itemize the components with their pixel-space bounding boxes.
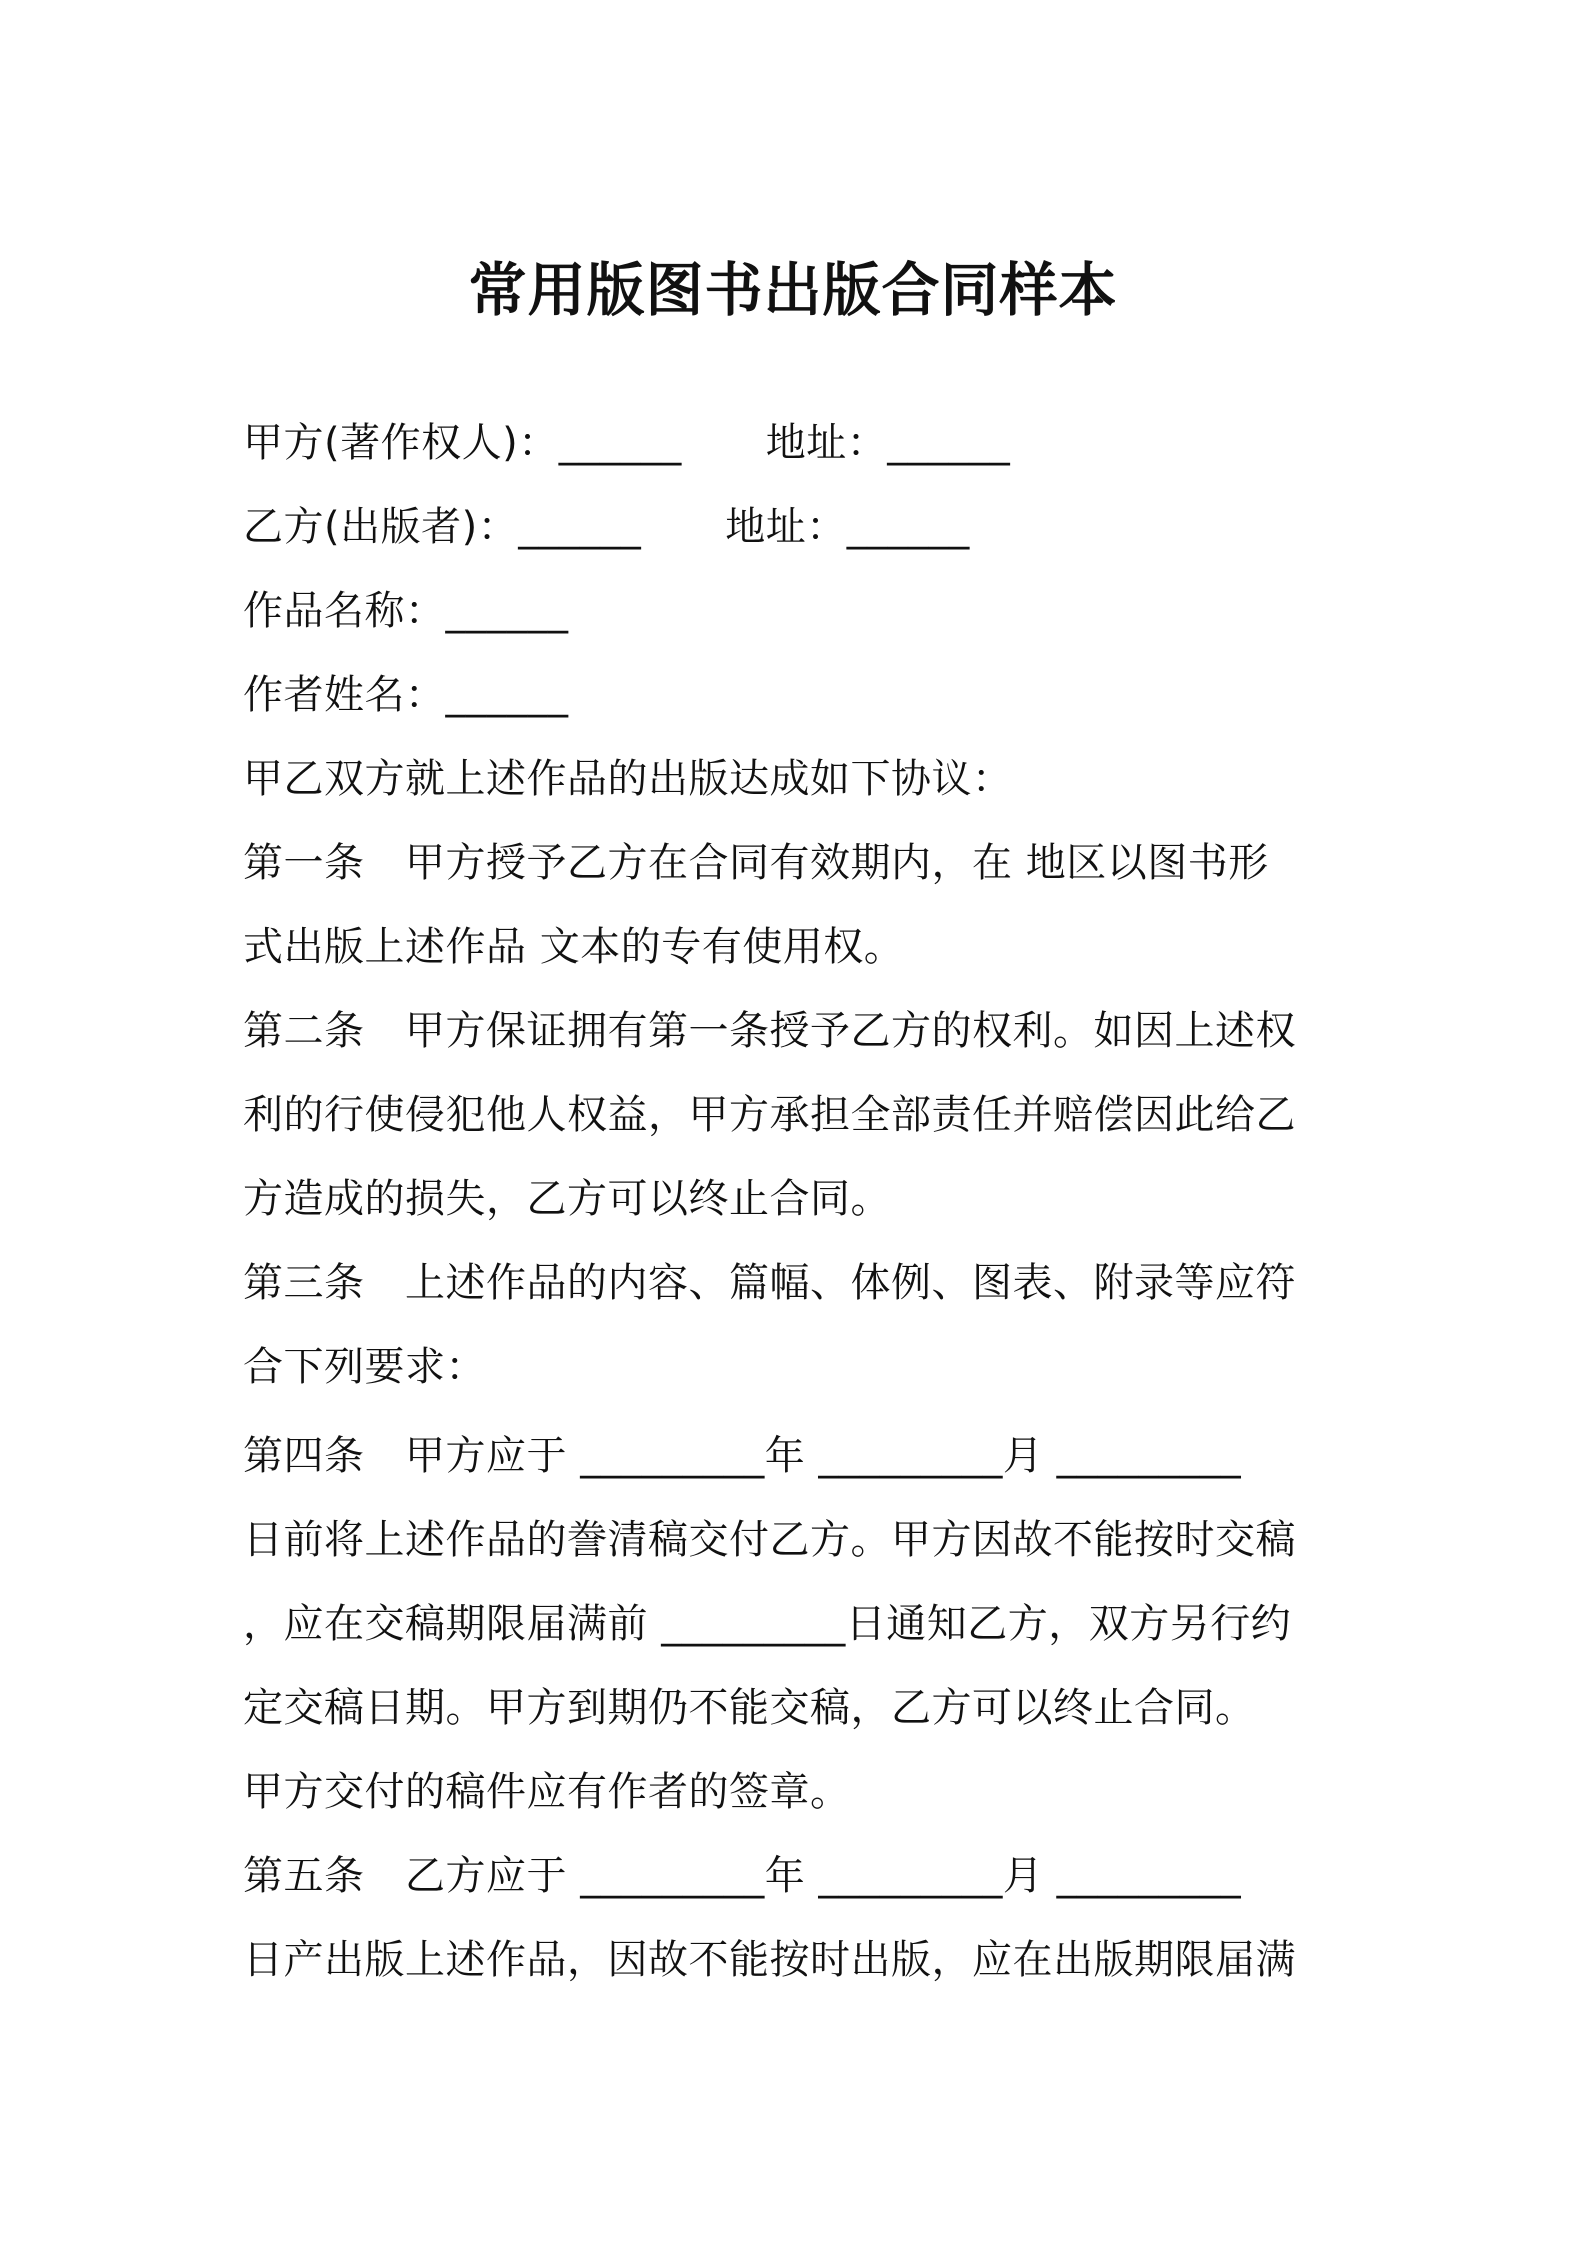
body-line: 甲方交付的稿件应有作者的签章。: [243, 1769, 851, 1815]
body-line: 日前将上述作品的誊清稿交付乙方。甲方因故不能按时交稿: [243, 1517, 1296, 1563]
author-name-field: 作者姓名：______: [243, 672, 569, 718]
body-line: 方造成的损失，乙方可以终止合同。: [243, 1176, 891, 1222]
party-a-field: 甲方(著作权人)：______: [243, 420, 682, 466]
body-line: 式出版上述作品 文本的专有使用权。: [243, 924, 905, 970]
body-line: ，应在交稿期限届满前 _________日通知乙方，双方另行约: [243, 1601, 1292, 1647]
party-b-field: 乙方(出版者)：______: [243, 504, 642, 550]
body-line: 日产出版上述作品，因故不能按时出版，应在出版期限届满: [243, 1937, 1296, 1983]
body-line: 定交稿日期。甲方到期仍不能交稿，乙方可以终止合同。: [243, 1685, 1256, 1731]
party-b-address-field: 地址：______: [725, 504, 970, 550]
body-line: 第一条 甲方授予乙方在合同有效期内，在 地区以图书形: [243, 840, 1269, 886]
party-a-address-field: 地址：______: [765, 420, 1011, 466]
body-line: 第五条 乙方应于 _________年 _________月 _________: [243, 1853, 1242, 1899]
body-line: 第二条 甲方保证拥有第一条授予乙方的权利。如因上述权: [243, 1008, 1296, 1054]
party-a-row: [243, 415, 1355, 471]
body-line: 第三条 上述作品的内容、篇幅、体例、图表、附录等应符: [243, 1260, 1296, 1306]
body-line: 第四条 甲方应于 _________年 _________月 _________: [243, 1433, 1242, 1479]
party-b-row: [243, 499, 1355, 555]
body-line: 利的行使侵犯他人权益，甲方承担全部责任并赔偿因此给乙: [243, 1092, 1296, 1138]
intro-text: 甲乙双方就上述作品的出版达成如下协议：: [243, 756, 1013, 802]
body-line: 合下列要求：: [243, 1344, 486, 1390]
work-title-field: 作品名称：______: [243, 588, 569, 634]
document-title: 常用版图书出版合同样本: [468, 256, 1118, 324]
